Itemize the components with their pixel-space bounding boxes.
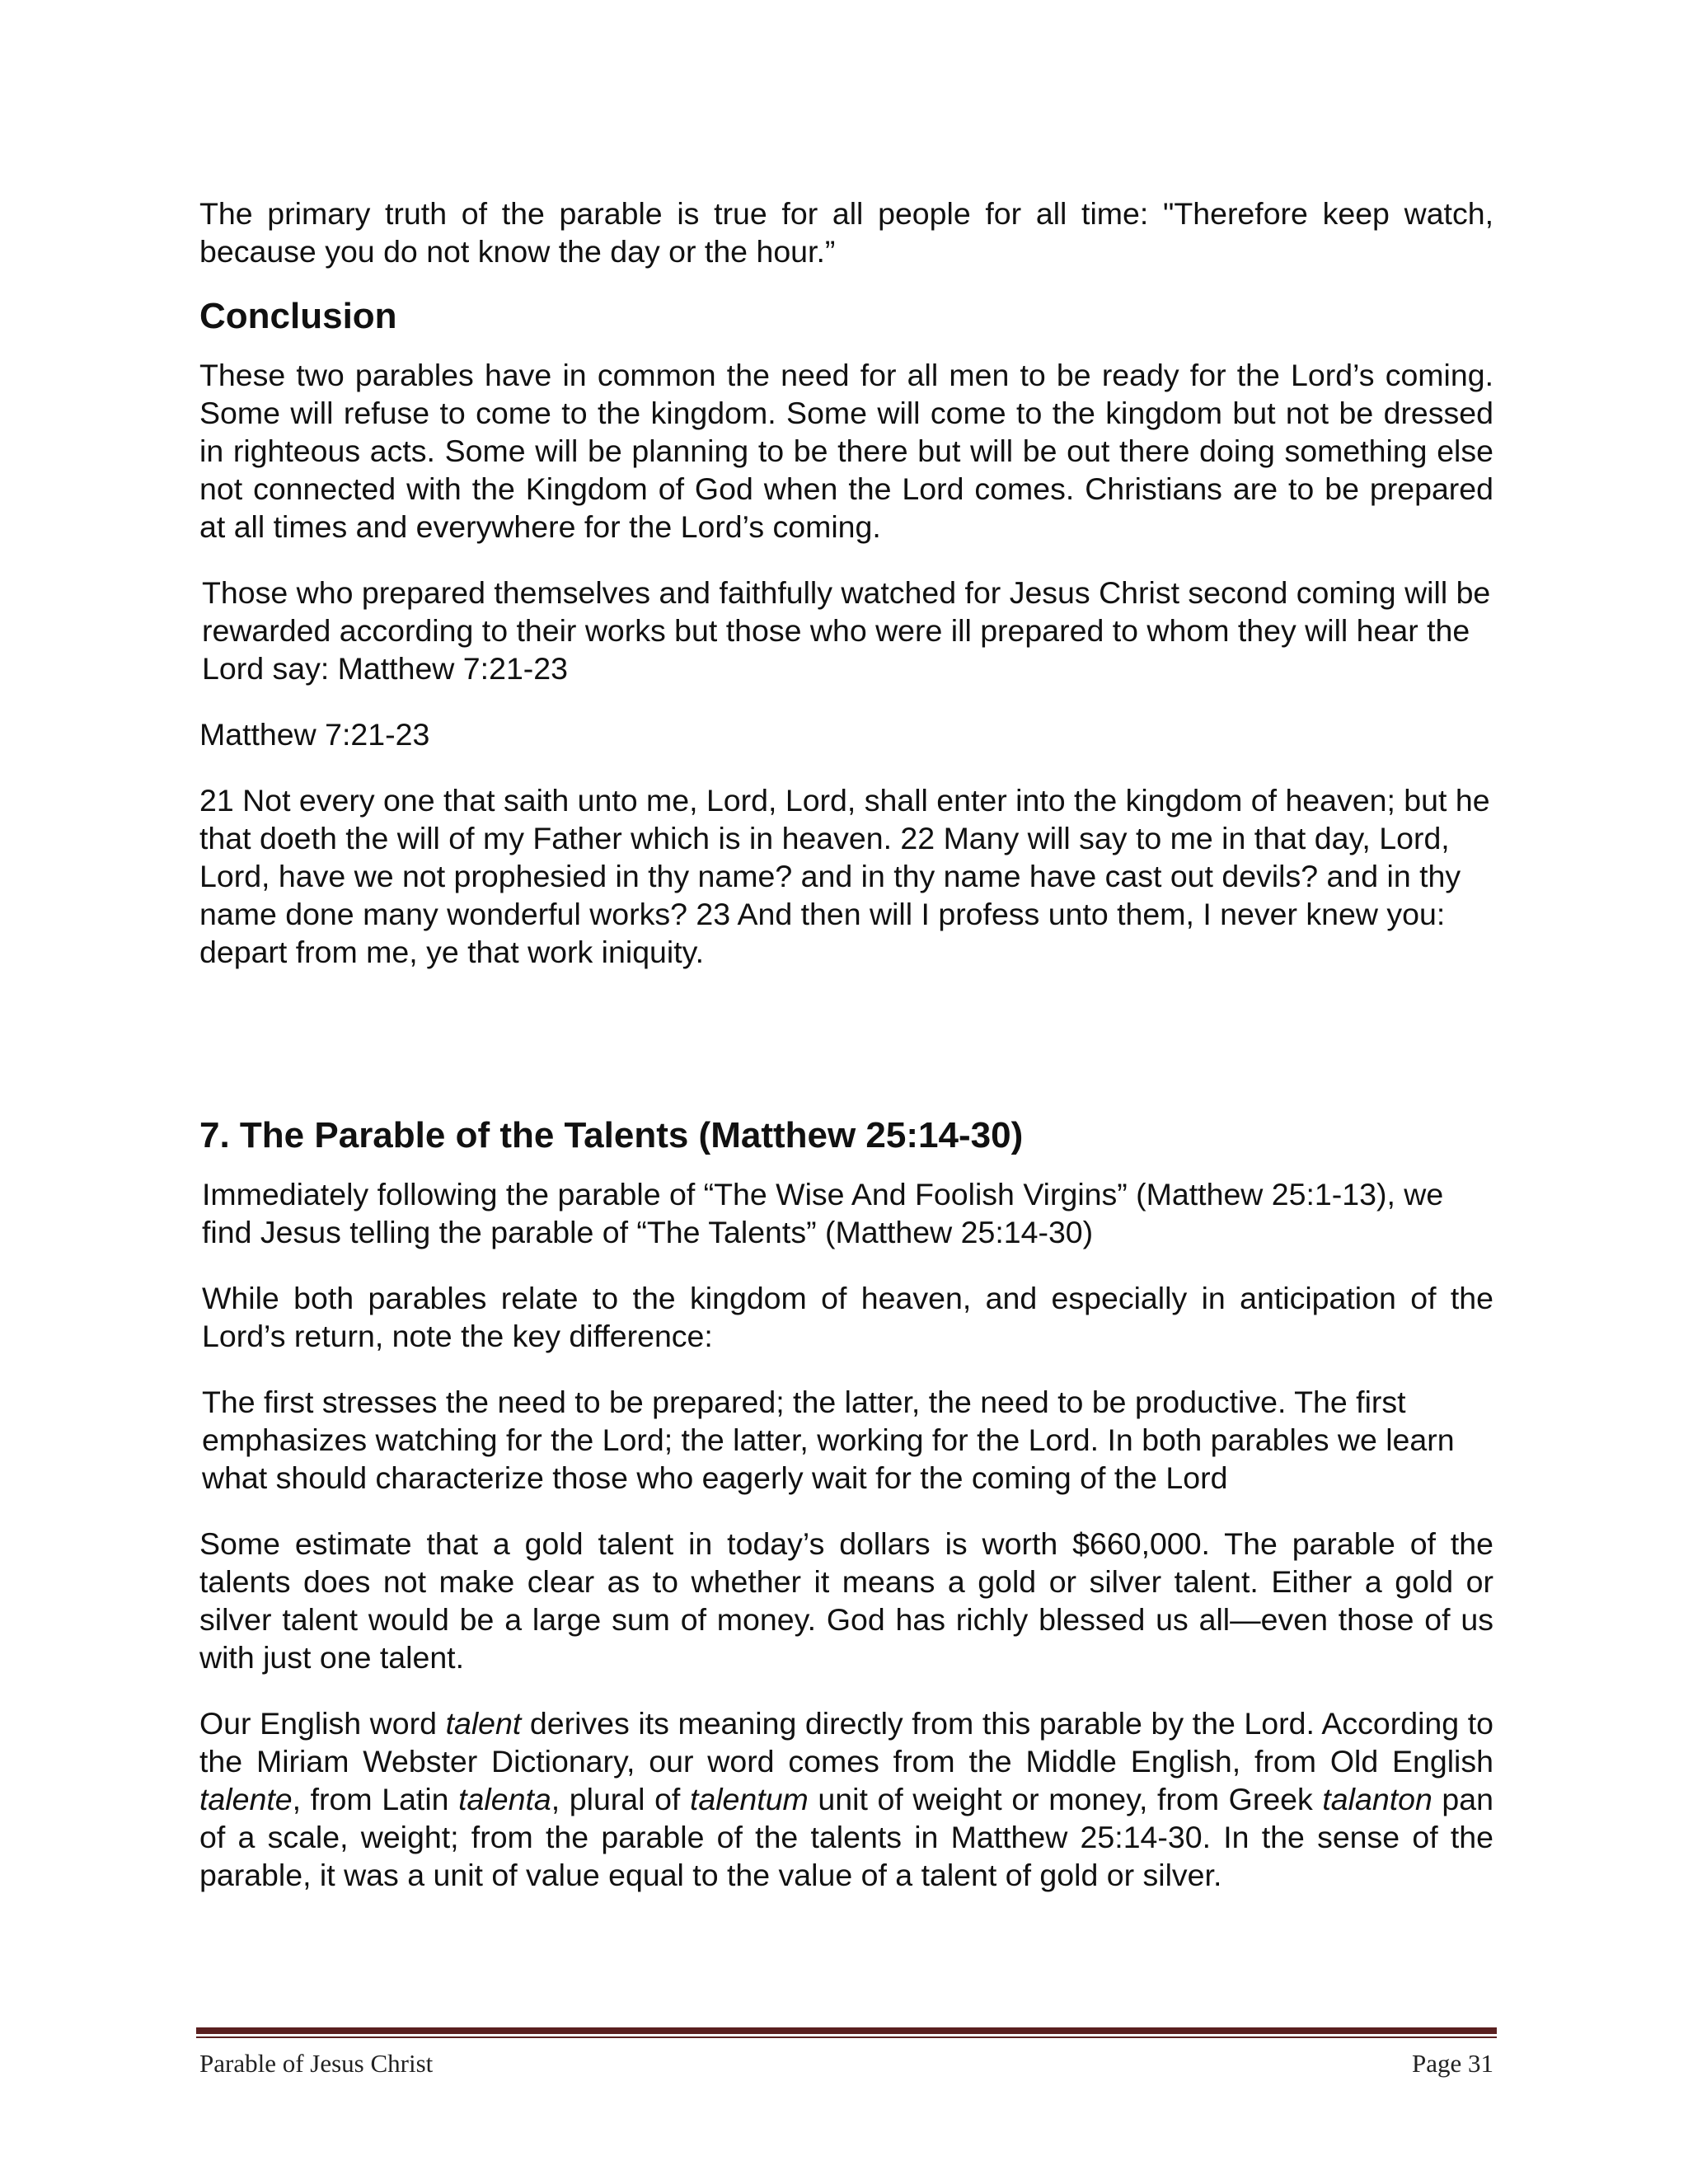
footer-rule (196, 2027, 1497, 2034)
paragraph-scripture-text: 21 Not every one that saith unto me, Lord, Lord, shall enter into the kingdom of heaven; but he that doeth the will of my Father which is in heaven. 22 Many will say to me in that day, Lord, Lord, have we not prophesied in thy name? and in thy name have cast out devils? and in thy name done many wonderful works? 23 And then will I profess unto them, I never knew you: depart from me, ye that work iniquity. (199, 783, 1490, 969)
paragraph-word-talent (199, 1704, 1493, 1894)
text-segment: derives its meaning directly from this parable by the Lord. According to the Miriam Webster Dictionary, our word comes from the Middle English, from Old English (199, 1706, 1493, 1779)
page-number: Page 31 (1411, 2049, 1493, 2078)
italic-term: talent (445, 1706, 522, 1741)
paragraph-scripture-ref: Matthew 7:21-23 (199, 717, 430, 752)
text-segment: , from Latin (292, 1782, 459, 1816)
italic-term: talentum (689, 1782, 809, 1816)
paragraph-primary-truth: The primary truth of the parable is true for all people for all time: "Therefore keep watch, because you do not know the day or the hour.” (199, 196, 1493, 269)
text-segment: unit of weight or money, from Greek (808, 1782, 1323, 1816)
paragraph-prepared: Those who prepared themselves and faithfully watched for Jesus Christ second coming will be rewarded according to their works but those who were ill prepared to whom they will hear the Lord say: Matthew 7:21-23 (202, 575, 1491, 686)
heading-conclusion: Conclusion (199, 296, 397, 336)
text-segment: Our English word (199, 1706, 446, 1741)
footer-rule-thin (196, 2036, 1497, 2038)
paragraph-gold-talent: Some estimate that a gold talent in today’s dollars is worth $660,000. The parable of the talents does not make clear as to whether it means a gold or silver talent. Either a gold or silver talent would be a large sum of money. God has richly blessed us all—even those of us with just one talent. (199, 1526, 1493, 1675)
paragraph-prepared-productive: The first stresses the need to be prepared; the latter, the need to be productive. The first emphasizes watching for the Lord; the latter, working for the Lord. In both parables we learn what should characterize those who eagerly wait for the coming of the Lord (202, 1385, 1455, 1495)
paragraph-conclusion: These two parables have in common the need for all men to be ready for the Lord’s coming. Some will refuse to come to the kingdom. Some will come to the kingdom but not be dressed in righteous acts. Some will be planning to be there but will be out there doing something else not connected with the Kingdom of God when the Lord comes. Christians are to be prepared at all times and everywhere for the Lord’s coming. (199, 358, 1493, 544)
italic-term: talenta (458, 1782, 551, 1816)
text-segment: pan of a scale, weight; from the parable of the talents in Matthew 25:14-30. In the sense of the parable, it was a unit of value equal to the value of a talent of gold or silver. (199, 1782, 1493, 1892)
paragraph-following: Immediately following the parable of “The Wise And Foolish Virgins” (Matthew 25:1-13), we find Jesus telling the parable of “The Talents” (Matthew 25:14-30) (202, 1177, 1444, 1249)
text-segment: , plural of (551, 1782, 690, 1816)
footer-title: Parable of Jesus Christ (199, 2049, 434, 2078)
paragraph-key-difference: While both parables relate to the kingdom of heaven, and especially in anticipation of the Lord’s return, note the key difference: (202, 1281, 1493, 1353)
italic-term: talanton (1322, 1782, 1432, 1816)
document-body (199, 194, 1493, 1894)
italic-term: talente (199, 1782, 293, 1816)
heading-parable-talents: 7. The Parable of the Talents (Matthew 25:14-30) (199, 1115, 1024, 1155)
